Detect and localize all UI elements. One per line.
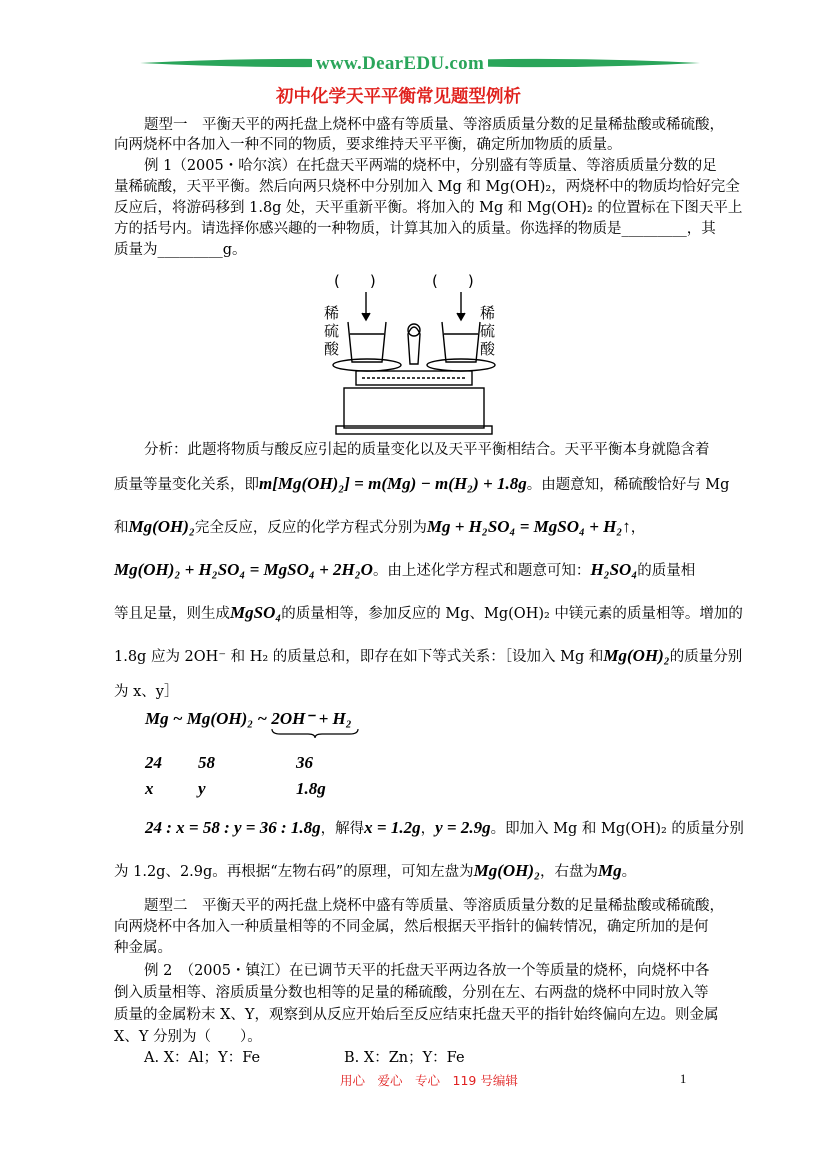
example1-line-5: 质量为_________g。 (114, 242, 247, 258)
acid-label-left: 稀 硫 酸 (324, 304, 340, 358)
proportion-equation: 24 : x = 58 : y = 36 : 1.8g (145, 818, 321, 837)
example1-line-2: 量稀硫酸，天平平衡。然后向两只烧杯中分别加入 Mg 和 Mg(OH)₂，两烧杯中的物质均恰好完全 (114, 179, 740, 195)
example2-line-2: 倒入质量相等、溶质质量分数也相等的足量的稀硫酸，分别在左、右两盘的烧杯中同时放入等 (114, 985, 709, 1001)
footer-text: 用心 爱心 专心 119 号编辑 (340, 1073, 518, 1088)
page-title: 初中化学天平平衡常见题型例析 (276, 87, 521, 107)
analysis-line-2: 质量等量变化关系，即m[Mg(OH)₂] = m(Mg) − m(H₂) + 1.8g。由题意知，稀硫酸恰好与 Mg (114, 474, 730, 493)
type1-line-1: 题型一 平衡天平的两托盘上烧杯中盛有等质量、等溶质质量分数的足量稀盐酸或稀硫酸， (144, 117, 724, 133)
analysis-line-3: 和Mg(OH)₂完全反应，反应的化学方程式分别为Mg + H₂SO₄ = MgSO₄ + H₂↑， (114, 517, 646, 536)
reaction-equation-mgoh2: Mg(OH)₂ + H₂SO₄ = MgSO₄ + 2H₂O (114, 560, 373, 579)
analysis-line-1: 分析：此题将物质与酸反应引起的质量变化以及天平平衡相结合。天平平衡本身就隐含着 (144, 442, 710, 458)
example2-line-3: 质量的金属粉末 X、Y，观察到从反应开始后至反应结束托盘天平的指针始终偏向左边。则金属 (114, 1007, 719, 1023)
reaction-equation-mg: Mg + H₂SO₄ = MgSO₄ + H₂↑ (426, 517, 631, 536)
relation-row1-c: 36 (296, 753, 313, 772)
option-b: B. X：Zn；Y：Fe (344, 1050, 465, 1066)
type1-line-2: 向两烧杯中各加入一种不同的物质，要求维持天平平衡，确定所加物质的质量。 (114, 137, 622, 153)
site-logo[interactable]: www.DearEDU.com (312, 53, 488, 75)
solve-line-1: 24 : x = 58 : y = 36 : 1.8g，解得x = 1.2g，y = 2.9g。即加入 Mg 和 Mg(OH)₂ 的质量分别 (145, 818, 744, 837)
relation-chain: Mg ~ Mg(OH)₂ ~ 2OH⁻ + H₂ (145, 709, 352, 728)
balance-figure (322, 268, 506, 436)
analysis-line-7: 为 x、y］ (114, 684, 179, 700)
example1-line-4: 方的括号内。请选择你感兴趣的一种物质，计算其加入的质量。你选择的物质是_________，其 (114, 221, 716, 237)
relation-row2-c: 1.8g (296, 779, 326, 798)
mass-relation-equation: m[Mg(OH)₂] = m(Mg) − m(H₂) + 1.8g (259, 474, 527, 493)
balance-drawing (322, 268, 506, 436)
underbrace (270, 727, 360, 739)
type2-line-2: 向两烧杯中各加入一种质量相等的不同金属，然后根据天平指针的偏转情况，确定所加的是何 (114, 919, 709, 935)
analysis-line-5: 等且足量，则生成MgSO₄的质量相等，参加反应的 Mg、Mg(OH)₂ 中镁元素的质量相等。增加的 (114, 603, 743, 622)
relation-row2-a: x (145, 779, 154, 798)
relation-row1-a: 24 (145, 753, 162, 772)
bracket-left: ( ) (334, 272, 376, 290)
solve-line-2: 为 1.2g、2.9g。再根据“左物右码”的原理，可知左盘为Mg(OH)₂，右盘为Mg。 (114, 861, 637, 880)
example2-line-1: 例 2 （2005・镇江）在已调节天平的托盘天平两边各放一个等质量的烧杯，向烧杯中各 (144, 963, 710, 979)
analysis-line-6: 1.8g 应为 2OH⁻ 和 H₂ 的质量总和，即存在如下等式关系：［设加入 Mg 和Mg(OH)₂的质量分别 (114, 646, 743, 665)
page-number: 1 (680, 1072, 687, 1086)
example1-line-3: 反应后，将游码移到 1.8g 处，天平重新平衡。将加入的 Mg 和 Mg(OH)₂ 的位置标在下图天平上 (114, 200, 743, 216)
example1-line-1: 例 1（2005・哈尔滨）在托盘天平两端的烧杯中，分别盛有等质量、等溶质质量分数的足 (144, 158, 717, 174)
type2-line-3: 种金属。 (114, 940, 172, 956)
type2-line-1: 题型二 平衡天平的两托盘上烧杯中盛有等质量、等溶质质量分数的足量稀盐酸或稀硫酸， (144, 898, 724, 914)
acid-label-right: 稀 硫 酸 (480, 304, 496, 358)
relation-row2-b: y (198, 779, 206, 798)
example2-line-4: X、Y 分别为（ ）。 (114, 1029, 262, 1045)
option-a: A. X：Al；Y：Fe (144, 1050, 261, 1066)
relation-row1-b: 58 (198, 753, 215, 772)
analysis-line-4: Mg(OH)₂ + H₂SO₄ = MgSO₄ + 2H₂O。由上述化学方程式和题意可知：H₂SO₄的质量相 (114, 560, 696, 579)
bracket-right: ( ) (432, 272, 474, 290)
